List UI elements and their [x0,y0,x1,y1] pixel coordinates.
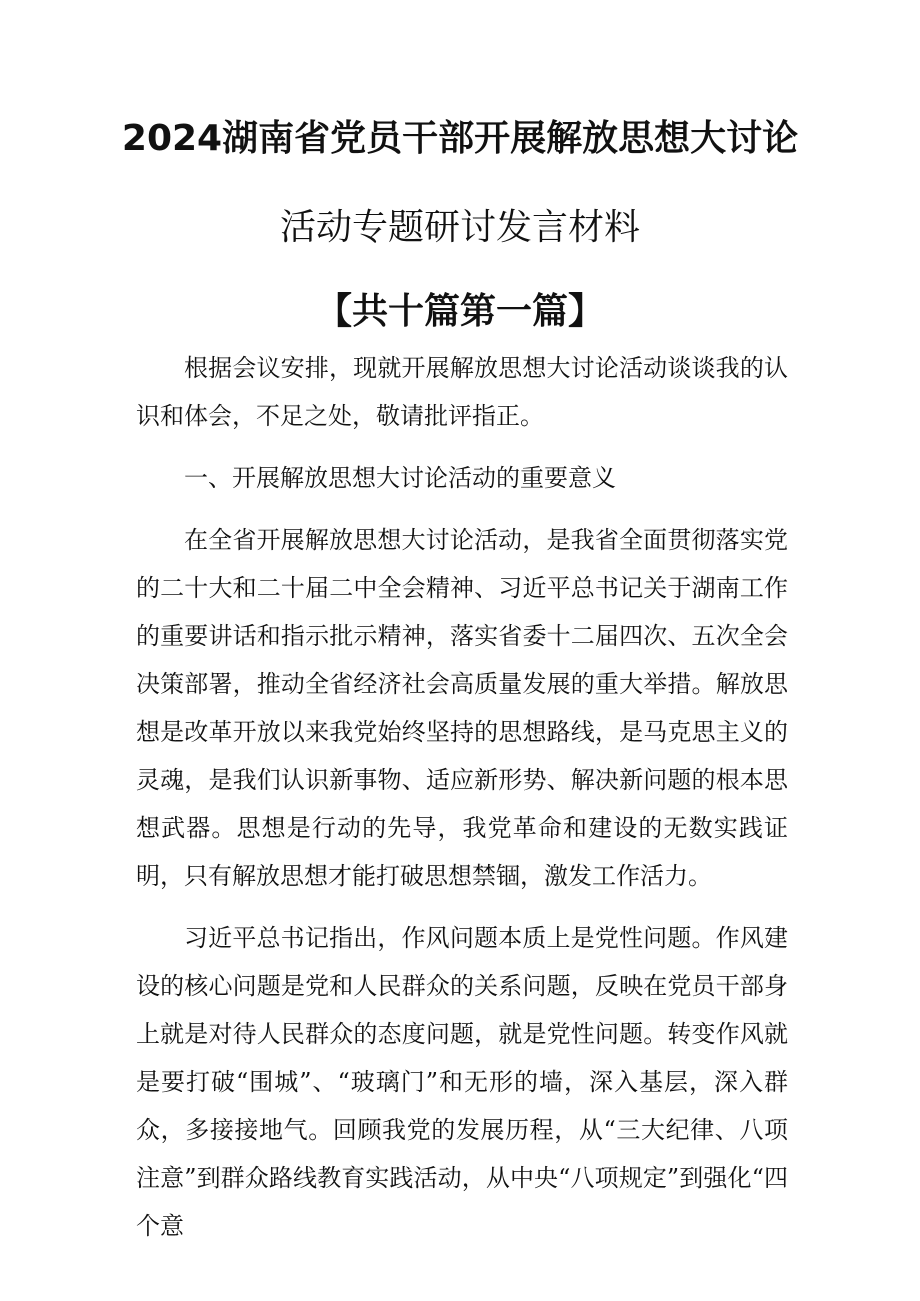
body-paragraph: 在全省开展解放思想大讨论活动，是我省全面贯彻落实党的二十大和二十届二中全会精神、习近平总书记关于湖南工作的重要讲话和指示批示精神，落实省委十二届四次、五次全会决策部署，推动全省经济社会高质量发展的重大举措。解放思想是改革开放以来我党始终坚持的思想路线，是马克思主义的灵魂，是我们认识新事物、适应新形势、解决新问题的根本思想武器。思想是行动的先导，我党革命和建设的无数实践证明，只有解放思想才能打破思想禁锢，激发工作活力。 [136,526,788,890]
body-paragraph: 习近平总书记指出，作风问题本质上是党性问题。作风建设的核心问题是党和人民群众的关系问题，反映在党员干部身上就是对待人民群众的态度问题，就是党性问题。转变作风就是要打破“围城”、“玻璃门”和无形的墙，深入基层，深入群众，多接接地气。回顾我党的发展历程，从“三大纪律、八项注意”到群众路线教育实践活动，从中央“八项规定”到强化“四个意 [136,924,788,1240]
document-body [136,344,788,1250]
document-title-line-2: 活动专题研讨发言材料 [279,207,640,248]
section-heading: 一、开展解放思想大讨论活动的重要意义 [184,464,616,492]
document-title-line-1: 2024湖南省党员干部开展解放思想大讨论 [121,118,799,159]
document-part-label: 【共十篇第一篇】 [315,291,604,332]
intro-paragraph: 根据会议安排，现就开展解放思想大讨论活动谈谈我的认识和体会，不足之处，敬请批评指正。 [136,354,788,430]
